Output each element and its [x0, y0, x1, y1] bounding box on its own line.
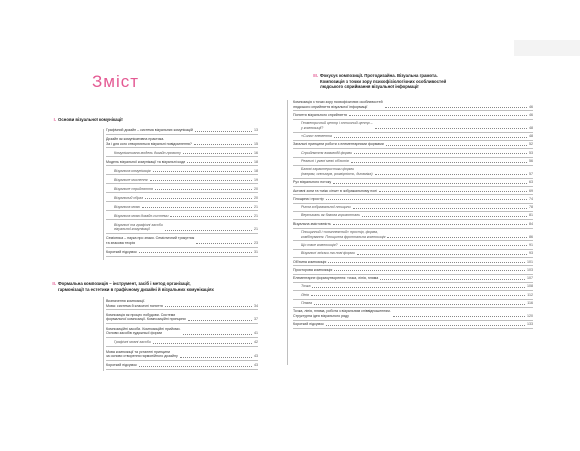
toc-entry[interactable] — [293, 222, 533, 227]
page-number: 43 — [254, 354, 258, 359]
page-number: 133 — [527, 322, 533, 327]
dot-leader — [326, 325, 525, 326]
toc-entry[interactable] — [106, 160, 258, 165]
entry-divider — [106, 219, 258, 220]
dot-leader — [196, 243, 252, 244]
toc-entry[interactable] — [301, 284, 533, 289]
page-number: 23 — [254, 240, 258, 245]
dot-leader — [153, 171, 252, 172]
page-number: 103 — [527, 267, 533, 272]
entry-divider — [293, 157, 533, 158]
page-number: 46 — [529, 112, 533, 117]
dot-leader — [375, 174, 527, 175]
entry-divider — [106, 156, 258, 157]
entry-title: Площина і простір — [293, 196, 324, 201]
entry-title: Елементарне формоутворення: точка, лінія, пляма — [293, 276, 379, 281]
entry-divider — [106, 323, 258, 324]
entry-divider — [293, 148, 533, 149]
entry-divider — [293, 274, 533, 275]
entry-divider — [106, 183, 258, 184]
toc-entry[interactable] — [301, 205, 533, 210]
section-number: II. — [52, 281, 56, 286]
entry-title: Базові характеристики форми (напрям, оптимум, розмірність, динаміка) — [301, 167, 373, 176]
toc-entry[interactable] — [114, 214, 258, 219]
entry-title: Що таке композиція? — [301, 242, 338, 247]
entry-divider — [293, 203, 533, 204]
entry-divider — [106, 134, 258, 135]
entry-title: Площинний і «комплексний» простір, форма, комбінування. Площинна фронтальна композиція — [301, 230, 386, 239]
entry-divider — [293, 211, 533, 212]
dot-leader — [357, 254, 527, 255]
dot-leader — [155, 189, 252, 190]
entry-title: Просторова композиція — [293, 267, 333, 272]
page-number: 69 — [529, 188, 533, 193]
page-number: 46 — [529, 104, 533, 109]
page-number: 63 — [529, 180, 533, 185]
page-number: 34 — [254, 303, 258, 308]
page-number: 15 — [254, 141, 258, 146]
page-number: 120 — [527, 313, 533, 318]
dot-leader — [188, 320, 252, 321]
toc-entry[interactable] — [106, 128, 258, 133]
toc-entry[interactable] — [106, 299, 258, 308]
page-number: 16 — [254, 150, 258, 155]
toc-entry[interactable] — [106, 327, 258, 336]
dot-leader — [153, 343, 252, 344]
entry-title: Геометричний центр і оптичний центр – у композиції? — [301, 121, 373, 130]
entry-title: Візуальна змістовність — [293, 221, 331, 226]
entry-divider — [293, 265, 533, 266]
dot-leader — [351, 162, 527, 163]
entry-divider — [106, 165, 258, 166]
entry-title: Рух візуального потоку — [293, 180, 332, 185]
entry-divider — [293, 320, 533, 321]
dot-leader — [314, 304, 525, 305]
entry-divider — [293, 119, 533, 120]
dot-leader — [340, 245, 528, 246]
toc-entry[interactable] — [106, 363, 258, 368]
toc-entry[interactable] — [293, 309, 533, 318]
entry-divider — [293, 178, 533, 179]
entry-title: Візуальна мова дизайн-системи — [114, 213, 169, 218]
entry-title: Візуальна комунікація — [114, 168, 151, 173]
entry-divider — [106, 346, 258, 347]
page-number: 20 — [254, 195, 258, 200]
entry-title: Короткий підсумок — [293, 322, 324, 327]
dot-leader — [353, 208, 527, 209]
entry-divider — [293, 140, 533, 141]
page-number: 52 — [529, 142, 533, 147]
dot-leader — [165, 306, 252, 307]
dot-leader — [139, 366, 252, 367]
entry-divider — [106, 233, 258, 234]
entry-divider — [293, 290, 533, 291]
entry-divider — [293, 282, 533, 283]
entry-title: Точка, лінія, пляма, робота з візуальним співвідношенням. Структурна ідея візуального ряду — [293, 309, 391, 318]
page-number: 48 — [529, 125, 533, 130]
page-number: 21 — [254, 204, 258, 209]
entry-divider — [106, 201, 258, 202]
toc-entry[interactable] — [114, 187, 258, 192]
entry-title: Композиція як процес побудови. Системи формальної композиції. Композиційні принципи — [106, 312, 186, 322]
page-number: 48 — [529, 134, 533, 139]
entry-divider — [106, 210, 258, 211]
dot-leader — [150, 180, 252, 181]
entry-divider — [106, 147, 258, 148]
toc-entry[interactable] — [293, 322, 533, 327]
dot-leader — [334, 270, 525, 271]
entry-title: Загальні принципи роботи з елементарними формами — [293, 142, 384, 147]
entry-title: Візуальні та графічні засоби візуальної комунікації — [114, 222, 163, 232]
page-number: 56 — [529, 159, 533, 163]
right-page — [290, 0, 580, 451]
dot-leader — [311, 295, 525, 296]
entry-divider — [293, 307, 533, 308]
toc-entry[interactable] — [293, 100, 533, 109]
page-number: 31 — [254, 249, 258, 254]
toc-entry[interactable] — [293, 260, 533, 265]
page-number: 53 — [529, 150, 533, 155]
entry-divider — [106, 369, 258, 370]
dot-leader — [385, 107, 527, 108]
page-number: 91 — [529, 242, 533, 247]
entry-title: Мова композиції та усталені принципи за основи створення гармонійного дизайну — [106, 349, 178, 359]
dot-leader — [142, 207, 252, 208]
entry-divider — [106, 309, 258, 310]
entry-title: Візуальне сприйняття — [114, 186, 153, 191]
toc-entry[interactable] — [301, 230, 533, 239]
entry-title: Семіотика – наука про знаки. Семіотичний трикутник та знакова теорія — [106, 236, 195, 245]
entry-title: Сприйняття взаємодії форми — [301, 150, 353, 155]
dot-leader — [180, 357, 252, 358]
entry-title: Короткий підсумок — [106, 249, 137, 254]
page-number: 84 — [529, 221, 533, 226]
entry-divider — [293, 110, 533, 111]
entry-title: Пляма — [301, 301, 313, 305]
entry-divider — [106, 337, 258, 338]
section-title: Формальна композиція – інструмент, засіб і метод організації, гармонізації та естетики в графічному дизайні й візуальних комунікаціях — [58, 281, 214, 292]
page-number: 116 — [527, 301, 533, 305]
page-number: 86 — [529, 234, 533, 239]
entry-title: «Сила» елемента — [301, 134, 332, 139]
entry-title: Поняття візуального сприйняття — [293, 112, 347, 117]
toc-entry[interactable] — [301, 134, 533, 139]
toc-entry[interactable] — [293, 180, 533, 185]
page-number: 21 — [254, 213, 258, 218]
page-number: 37 — [254, 317, 258, 322]
toc-entry[interactable] — [293, 113, 533, 118]
dot-leader — [333, 224, 527, 225]
entry-divider — [293, 328, 533, 329]
dot-leader — [380, 279, 525, 280]
dot-leader — [183, 153, 252, 154]
toc-entry[interactable] — [114, 169, 258, 174]
page-number: 108 — [527, 284, 533, 289]
entry-title: Графічний дизайн – система візуальних комунікацій — [106, 128, 193, 132]
entry-divider — [293, 228, 533, 229]
toc-entry[interactable] — [301, 167, 533, 176]
dot-leader — [333, 183, 527, 184]
entry-divider — [293, 219, 533, 220]
page-number: 18 — [254, 159, 258, 164]
decorative-block — [514, 40, 580, 56]
toc-entry[interactable] — [301, 159, 533, 164]
toc-entry[interactable] — [301, 293, 533, 298]
dot-leader — [393, 316, 525, 317]
toc-entry[interactable] — [114, 151, 258, 156]
entry-title: Активні зони та «мікс сітки» в зображальному полі — [293, 188, 378, 193]
toc-entry[interactable] — [106, 313, 258, 322]
dot-leader — [328, 262, 525, 263]
page-number: 19 — [254, 177, 258, 182]
dot-leader — [326, 199, 527, 200]
entry-title: Композиція з точки зору психофізичних особливостей людського сприйняття візуальної інформації — [293, 100, 383, 109]
entry-title: Комунікативна модель дизайн-проєкту — [114, 150, 181, 155]
entry-title: Графічні мовні засоби — [114, 340, 151, 345]
entry-title: Лінія — [301, 292, 309, 297]
entry-divider — [293, 257, 533, 258]
toc-entry[interactable] — [301, 151, 533, 156]
toc-entry[interactable] — [301, 301, 533, 306]
toc-entry[interactable] — [114, 223, 258, 232]
dot-leader — [362, 216, 527, 217]
toc-entry[interactable] — [293, 276, 533, 281]
entry-title: Визначення композиції. Мова: система й класичні поняття — [106, 299, 163, 308]
toc-title: Зміст — [92, 72, 140, 91]
entry-title: Візуальне мислення — [114, 177, 148, 182]
toc-entry[interactable] — [293, 142, 533, 147]
dot-leader — [170, 216, 252, 217]
entry-title: Ритм зображальної площини — [301, 205, 351, 210]
toc-entry[interactable] — [301, 243, 533, 248]
entry-title: Візуальні зв'язки та нові форми — [301, 251, 355, 256]
dot-leader — [334, 137, 527, 138]
dot-leader — [379, 191, 527, 192]
dot-leader — [387, 237, 527, 238]
entry-divider — [293, 132, 533, 133]
entry-divider — [106, 174, 258, 175]
entry-title: Візуальна мова — [114, 204, 140, 209]
page-number: 74 — [529, 196, 533, 201]
toc-entry[interactable] — [114, 178, 258, 183]
entry-title: Дизайн як комунікативна практика. За і для кого створюються візуальні повідомлення? — [106, 137, 192, 146]
entry-divider — [293, 186, 533, 187]
toc-entry[interactable] — [301, 121, 533, 130]
page-number: 81 — [529, 213, 533, 218]
page-number: 18 — [254, 168, 258, 173]
toc-entry[interactable] — [293, 268, 533, 273]
toc-entry[interactable] — [293, 197, 533, 202]
dot-leader — [349, 115, 527, 116]
toc-entry[interactable] — [114, 340, 258, 345]
entry-divider — [106, 247, 258, 248]
toc-entry[interactable] — [106, 250, 258, 255]
entry-title: Візуальний образ — [114, 195, 144, 200]
dot-leader — [187, 162, 252, 163]
page-number: 20 — [254, 186, 258, 191]
entry-title: Модель візуальної комунікації та візуальні коди — [106, 159, 186, 164]
entry-title: Реальні і уявні межі об'єктів — [301, 159, 349, 163]
page-number: 101 — [527, 259, 533, 264]
entry-title: Об'ємна композиція — [293, 259, 327, 264]
page-number: 78 — [529, 205, 533, 210]
page-number: 112 — [527, 292, 533, 297]
dot-leader — [354, 153, 527, 154]
page-number: 43 — [254, 363, 258, 368]
entry-divider — [293, 165, 533, 166]
page-number: 21 — [254, 227, 258, 232]
entry-title: Композиційні засоби. Композиційні прийоми. Основи засобів художньої форми — [106, 326, 181, 336]
dot-leader — [194, 144, 252, 145]
toc-entry[interactable] — [114, 205, 258, 210]
dot-leader — [386, 145, 527, 146]
entry-divider — [106, 256, 258, 257]
dot-leader — [145, 198, 252, 199]
entry-title: Точка — [301, 284, 311, 289]
entry-divider — [106, 192, 258, 193]
toc-entry[interactable] — [301, 251, 533, 256]
dot-leader — [183, 334, 252, 335]
section-title: Фокусує композиції. Протодизайна. Візуальна грамота. Композиція з точки зору психофізіологічних особливостей людського сприймання візуальної інформації — [320, 73, 447, 90]
page-number: 42 — [254, 340, 258, 345]
entry-divider — [293, 249, 533, 250]
entry-title: Короткий підсумок — [106, 363, 137, 368]
entry-divider — [293, 299, 533, 300]
toc-entry[interactable] — [106, 236, 258, 245]
dot-leader — [312, 287, 525, 288]
entry-title: Вертикаль як базова горизонталь — [301, 213, 361, 218]
section-title: Основи візуальної комунікації — [58, 117, 123, 122]
toc-entry[interactable] — [106, 350, 258, 359]
dot-leader — [195, 131, 252, 132]
toc-entry[interactable] — [114, 196, 258, 201]
page-number: 41 — [254, 331, 258, 336]
entry-divider — [106, 360, 258, 361]
section-number: III. — [313, 73, 318, 78]
page-number: 93 — [529, 251, 533, 256]
toc-entry[interactable] — [293, 189, 533, 194]
dot-leader — [165, 230, 252, 231]
section-number: I. — [53, 117, 56, 122]
entry-divider — [293, 194, 533, 195]
dot-leader — [375, 128, 527, 129]
toc-entry[interactable] — [106, 137, 258, 146]
toc-entry[interactable] — [301, 213, 533, 218]
dot-leader — [139, 252, 252, 253]
page-number: 13 — [254, 128, 258, 132]
entry-divider — [293, 240, 533, 241]
page-number: 57 — [529, 171, 533, 176]
page-number: 107 — [527, 276, 533, 281]
